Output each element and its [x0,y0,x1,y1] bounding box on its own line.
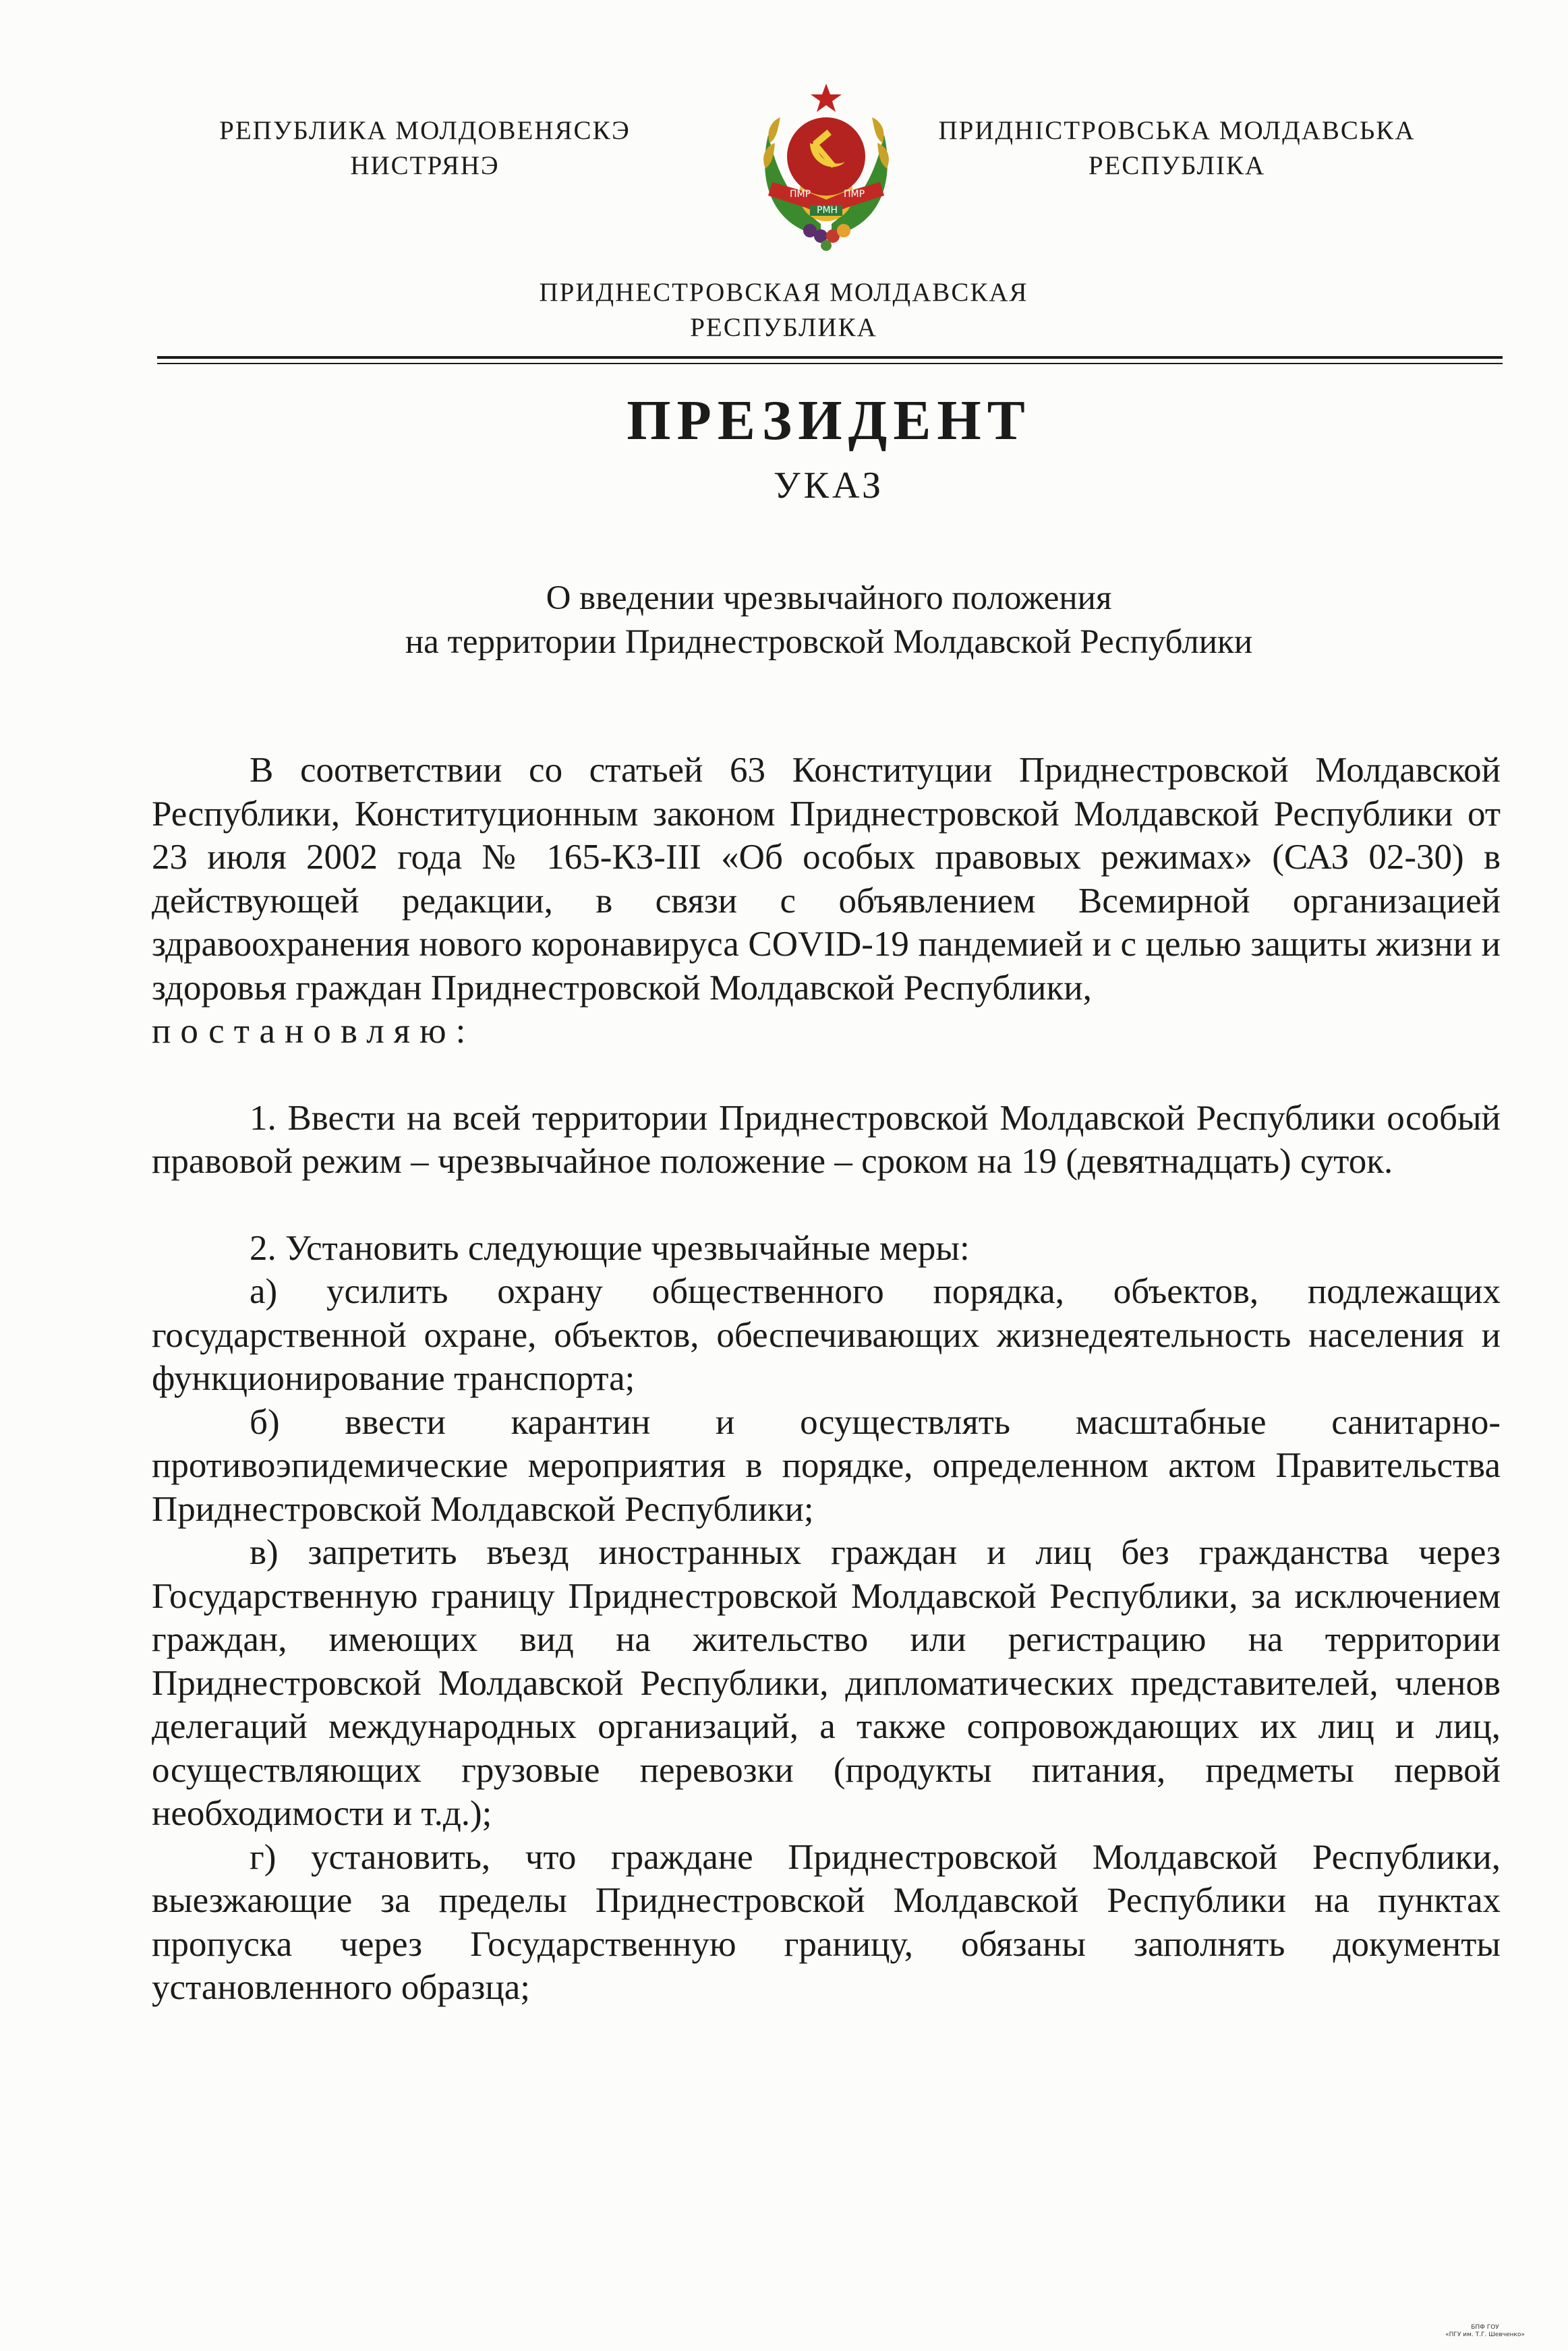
item-2-g: г) установить, что граждане Приднестровской Молдавской Республики, выезжающие за пределы Приднестровской Молдавской Республики на пунктах пропуска через Государственную границу, обязаны заполнять документы установленного образца; [152,1837,1501,2007]
subject-line-2: на территории Приднестровской Молдавской Республики [405,623,1253,661]
library-stamp [1431,2324,1539,2339]
item-2-intro: 2. Установить следующие чрезвычайные меры: [250,1228,970,1268]
letterhead-russian-line-1: ПРИДНЕСТРОВСКАЯ МОЛДАВСКАЯ [539,278,1028,307]
item-2-a: а) усилить охрану общественного порядка, объектов, подлежащих государственной охране, объектов, обеспечивающих жизнедеятельность населения и функционирование транспорта; [152,1272,1501,1398]
stamp-line-1: БПФ ГОУ [1471,2324,1499,2331]
stamp-line-2: «ПГУ им. Т.Г. Шевченко» [1445,2331,1525,2338]
document-type: УКАЗ [773,465,885,506]
document-title: ПРЕЗИДЕНТ [627,389,1031,452]
subject-line-1: О введении чрезвычайного положения [546,579,1112,617]
letterhead-ukrainian-line-1: ПРИДНІСТРОВСЬКА МОЛДАВСЬКА [938,116,1416,145]
ribbon-label-right: ПМР [844,189,865,200]
item-2-b: б) ввести карантин и осуществлять масштабные санитарно-противоэпидемические мероприятия в порядке, определенном актом Правительства Приднестровской Молдавской Республики; [152,1402,1501,1529]
item-2-v: в) запретить въезд иностранных граждан и лиц без гражданства через Государственную границу Приднестровской Молдавской Республики, за исключением граждан, имеющих вид на жительство или регистрацию на территории Приднестровской Молдавской Республики, дипломатических представителей, членов делегаций международных организаций, а также сопровождающих их лиц и лиц, осуществляющих грузовые перевозки (продукты питания, предметы первой необходимости и т.д.); [152,1533,1501,1833]
coat-of-arms-emblem [745,81,907,256]
ribbon-label-center: РМН [817,205,838,216]
letterhead-russian [446,275,1121,345]
letterhead-ukrainian [921,113,1433,183]
decree-word: постановляю: [152,1012,475,1051]
letterhead-moldovan-line-1: РЕПУБЛИКА МОЛДОВЕНЯСКЭ [219,116,631,145]
item-1-paragraph: 1. Ввести на всей территории Приднестровской Молдавской Республики особый правовой режим – чрезвычайное положение – сроком на 19 (девятнадцать) суток. [152,1098,1501,1181]
document-subject [169,577,1489,664]
header-rule-thick [157,356,1503,359]
ribbon-label-left: ПМР [790,189,811,200]
letterhead-moldovan-line-2: НИСТРЯНЭ [350,151,500,180]
preamble-paragraph: В соответствии со статьей 63 Конституции Приднестровской Молдавской Республики, Конституционным законом Приднестровской Молдавской Республики от 23 июля 2002 года № 165-КЗ-III «Об особых правовых режимах» (САЗ 02-30) в действующей редакции, в связи с объявлением Всемирной организацией здравоохранения нового коронавируса COVID-19 пандемией и с целью защиты жизни и здоровья граждан Приднестровской Молдавской Республики, [152,751,1501,1008]
header-rule-thin [157,363,1503,364]
letterhead-ukrainian-line-2: РЕСПУБЛІКА [1088,151,1266,180]
emblem-star-icon [811,84,842,112]
document-body [152,749,1501,2010]
letterhead-moldovan [169,113,681,183]
letterhead-russian-line-2: РЕСПУБЛИКА [690,313,877,342]
